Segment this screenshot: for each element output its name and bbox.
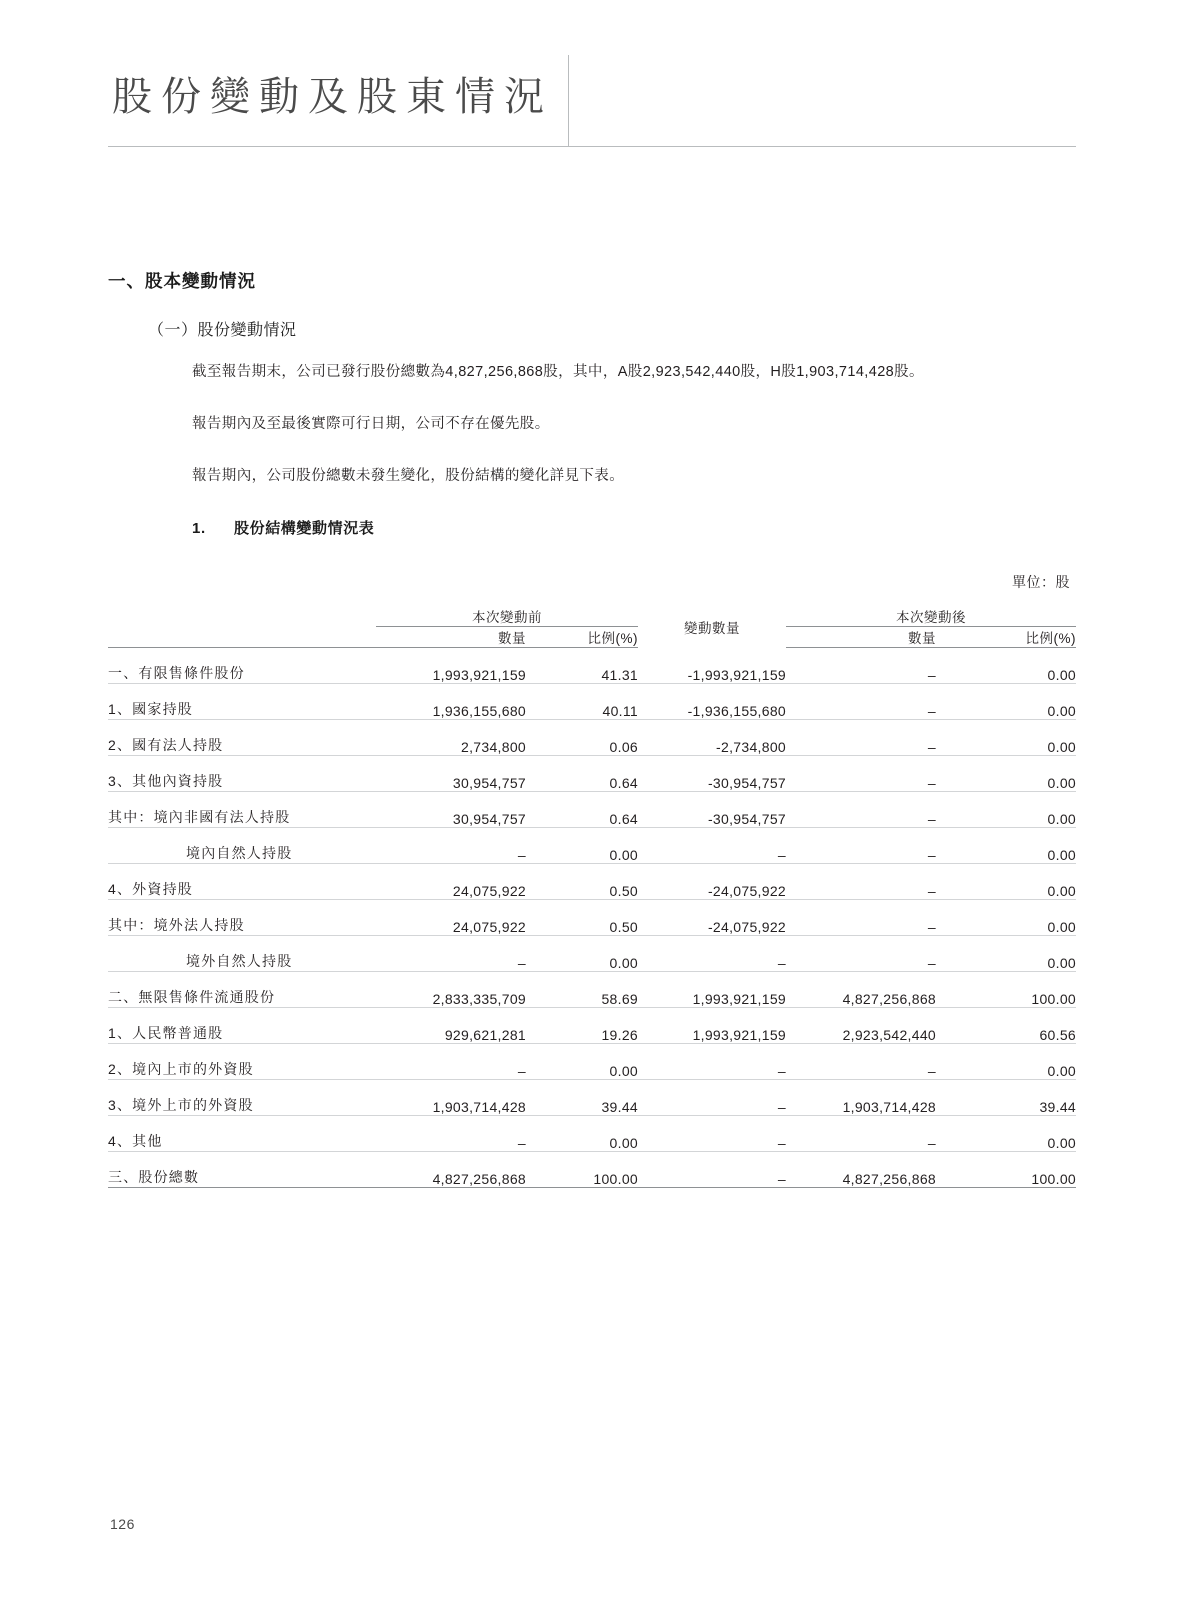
cell-pct-after: 0.00: [936, 756, 1076, 792]
cell-pct-before: 0.06: [526, 720, 638, 756]
paragraph-1: 截至報告期末，公司已發行股份總數為4,827,256,868股，其中，A股2,923,542,440股，H股1,903,714,428股。: [192, 364, 924, 380]
cell-qty-before: –: [376, 1044, 526, 1080]
group-header-change: 變動數量: [684, 621, 740, 636]
table-row: [108, 1008, 1076, 1044]
cell-change: –: [638, 1044, 786, 1080]
row-label: 4、外資持股: [108, 864, 376, 900]
cell-pct-after: 100.00: [936, 972, 1076, 1008]
cell-pct-after: 0.00: [936, 864, 1076, 900]
cell-pct-before: 0.00: [526, 828, 638, 864]
cell-pct-before: 0.50: [526, 864, 638, 900]
paragraph-3: 報告期內，公司股份總數未發生變化，股份結構的變化詳見下表。: [192, 467, 625, 484]
cell-change: –: [638, 1152, 786, 1188]
cell-qty-before: 2,833,335,709: [376, 972, 526, 1008]
cell-pct-after: 0.00: [936, 792, 1076, 828]
table-group-header-row: [108, 606, 1076, 627]
page-title: 股份變動及股東情況: [112, 74, 553, 119]
cell-change: –: [638, 828, 786, 864]
cell-pct-before: 0.64: [526, 756, 638, 792]
cell-pct-before: 39.44: [526, 1080, 638, 1116]
cell-pct-after: 0.00: [936, 828, 1076, 864]
subheader-qty-after: 數量: [786, 627, 936, 648]
cell-pct-after: 0.00: [936, 684, 1076, 720]
row-label: 1、國家持股: [108, 684, 376, 720]
cell-pct-after: 0.00: [936, 1044, 1076, 1080]
cell-qty-before: 1,993,921,159: [376, 648, 526, 684]
row-label: 境內自然人持股: [108, 828, 376, 864]
cell-change: -1,993,921,159: [638, 648, 786, 684]
cell-change: -30,954,757: [638, 792, 786, 828]
table-row: [108, 756, 1076, 792]
row-label: 2、國有法人持股: [108, 720, 376, 756]
row-label: 其中：境內非國有法人持股: [108, 792, 376, 828]
cell-qty-after: –: [786, 1116, 936, 1152]
cell-qty-before: –: [376, 936, 526, 972]
cell-change: -2,734,800: [638, 720, 786, 756]
cell-pct-after: 39.44: [936, 1080, 1076, 1116]
page-header: [108, 55, 1076, 147]
subheader-pct-before: 比例(%): [526, 627, 638, 648]
table-head: [108, 606, 1076, 648]
cell-change: 1,993,921,159: [638, 1008, 786, 1044]
cell-qty-before: –: [376, 828, 526, 864]
table-sub-header-row: [108, 627, 1076, 648]
cell-pct-before: 0.00: [526, 1044, 638, 1080]
page-number: 126: [110, 1516, 135, 1532]
row-label: 三、股份總數: [108, 1152, 376, 1188]
cell-qty-after: –: [786, 864, 936, 900]
cell-qty-before: –: [376, 1116, 526, 1152]
unit-note: 單位：股: [1012, 574, 1070, 591]
cell-pct-after: 100.00: [936, 1152, 1076, 1188]
cell-qty-before: 1,936,155,680: [376, 684, 526, 720]
corner-cell-2: [108, 627, 376, 648]
row-label: 其中：境外法人持股: [108, 900, 376, 936]
table-row: [108, 900, 1076, 936]
cell-change: -24,075,922: [638, 900, 786, 936]
cell-qty-after: 1,903,714,428: [786, 1080, 936, 1116]
cell-pct-after: 0.00: [936, 900, 1076, 936]
subheader-qty-before: 數量: [376, 627, 526, 648]
table-row: [108, 1116, 1076, 1152]
cell-qty-before: 24,075,922: [376, 900, 526, 936]
row-label: 二、無限售條件流通股份: [108, 972, 376, 1008]
row-label: 2、境內上市的外資股: [108, 1044, 376, 1080]
table-row: [108, 828, 1076, 864]
row-label: 4、其他: [108, 1116, 376, 1152]
cell-change: -24,075,922: [638, 864, 786, 900]
cell-change: 1,993,921,159: [638, 972, 786, 1008]
table-row: [108, 972, 1076, 1008]
table-row: [108, 936, 1076, 972]
subheader-pct-after: 比例(%): [936, 627, 1076, 648]
row-label: 1、人民幣普通股: [108, 1008, 376, 1044]
cell-qty-before: 30,954,757: [376, 792, 526, 828]
table-row: [108, 684, 1076, 720]
cell-qty-after: –: [786, 720, 936, 756]
table-row: [108, 864, 1076, 900]
cell-pct-after: 0.00: [936, 648, 1076, 684]
cell-pct-before: 0.50: [526, 900, 638, 936]
item-heading: [192, 517, 1076, 538]
row-label: 一、有限售條件股份: [108, 648, 376, 684]
table-row: [108, 648, 1076, 684]
cell-pct-after: 0.00: [936, 936, 1076, 972]
cell-qty-after: –: [786, 1044, 936, 1080]
cell-pct-before: 19.26: [526, 1008, 638, 1044]
cell-qty-after: –: [786, 648, 936, 684]
section-heading: 一、股本變動情況: [108, 271, 256, 291]
corner-cell: [108, 606, 376, 627]
cell-qty-after: –: [786, 792, 936, 828]
item-number: 1.: [192, 520, 206, 538]
row-label: 3、其他內資持股: [108, 756, 376, 792]
cell-qty-after: –: [786, 936, 936, 972]
cell-pct-before: 40.11: [526, 684, 638, 720]
cell-qty-after: –: [786, 900, 936, 936]
cell-qty-after: 2,923,542,440: [786, 1008, 936, 1044]
cell-qty-after: 4,827,256,868: [786, 972, 936, 1008]
table-body: [108, 648, 1076, 1188]
cell-qty-before: 24,075,922: [376, 864, 526, 900]
cell-qty-before: 30,954,757: [376, 756, 526, 792]
cell-pct-before: 41.31: [526, 648, 638, 684]
cell-pct-after: 60.56: [936, 1008, 1076, 1044]
item-title: 股份結構變動情況表: [234, 520, 375, 538]
table-row: [108, 720, 1076, 756]
cell-pct-before: 0.00: [526, 1116, 638, 1152]
cell-pct-before: 0.64: [526, 792, 638, 828]
cell-qty-before: 1,903,714,428: [376, 1080, 526, 1116]
cell-qty-before: 929,621,281: [376, 1008, 526, 1044]
table-row: [108, 1080, 1076, 1116]
cell-qty-after: –: [786, 756, 936, 792]
cell-qty-after: –: [786, 828, 936, 864]
header-vertical-rule: [568, 55, 569, 146]
share-structure-table: [108, 606, 1076, 1188]
cell-change: –: [638, 936, 786, 972]
table-row: [108, 1152, 1076, 1188]
cell-qty-before: 2,734,800: [376, 720, 526, 756]
cell-pct-after: 0.00: [936, 1116, 1076, 1152]
row-label: 3、境外上市的外資股: [108, 1080, 376, 1116]
group-header-after: 本次變動後: [786, 606, 1076, 627]
table-row: [108, 792, 1076, 828]
cell-change: –: [638, 1080, 786, 1116]
cell-change: –: [638, 1116, 786, 1152]
cell-pct-before: 0.00: [526, 936, 638, 972]
cell-pct-before: 100.00: [526, 1152, 638, 1188]
cell-qty-before: 4,827,256,868: [376, 1152, 526, 1188]
header-horizontal-rule: [108, 146, 1076, 147]
cell-pct-before: 58.69: [526, 972, 638, 1008]
cell-change: -1,936,155,680: [638, 684, 786, 720]
document-content: [108, 268, 1076, 1188]
cell-change: -30,954,757: [638, 756, 786, 792]
table-row: [108, 1044, 1076, 1080]
cell-qty-after: –: [786, 684, 936, 720]
cell-qty-after: 4,827,256,868: [786, 1152, 936, 1188]
paragraph-2: 報告期內及至最後實際可行日期，公司不存在優先股。: [192, 415, 550, 432]
group-header-before: 本次變動前: [376, 606, 638, 627]
subsection-heading: （一）股份變動情況: [148, 322, 297, 339]
cell-pct-after: 0.00: [936, 720, 1076, 756]
row-label: 境外自然人持股: [108, 936, 376, 972]
